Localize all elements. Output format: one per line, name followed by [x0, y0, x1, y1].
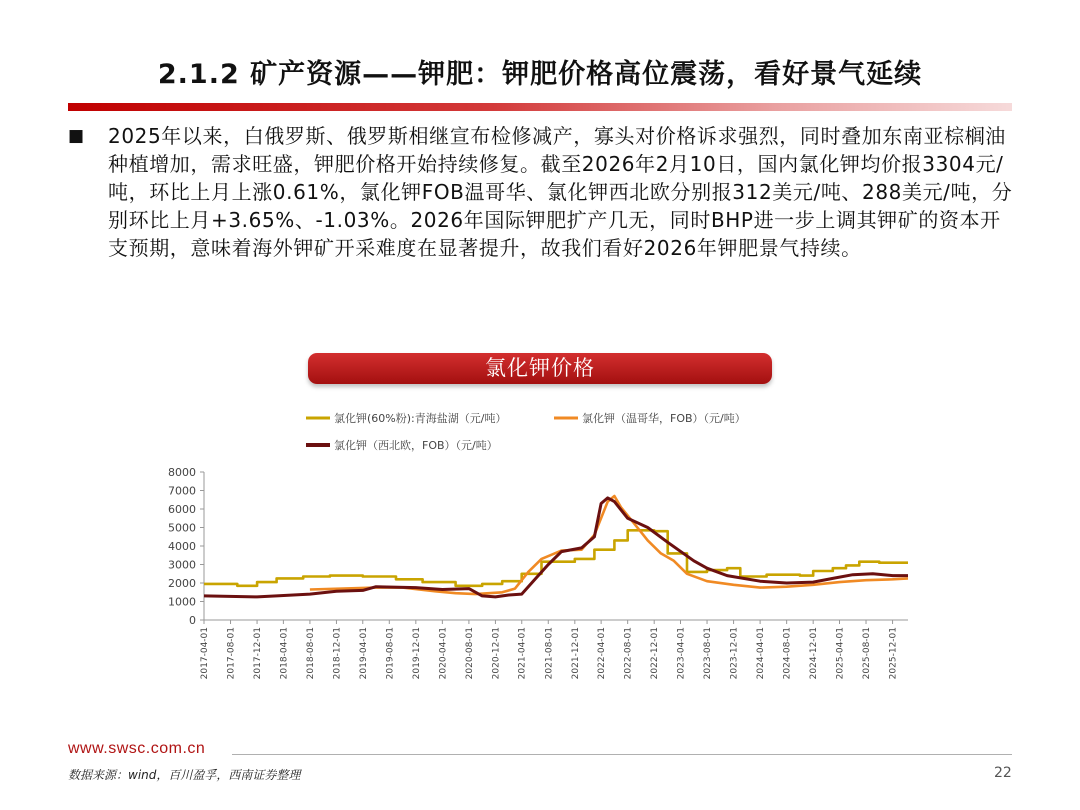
series-line-nw_europe [204, 498, 908, 597]
x-tick-label: 2021-04-01 [517, 627, 528, 680]
x-tick-label: 2022-12-01 [650, 627, 661, 680]
y-tick-label: 3000 [168, 558, 196, 572]
x-tick-label: 2018-08-01 [305, 627, 316, 680]
x-tick-label: 2017-08-01 [226, 627, 237, 680]
chart-panel [150, 396, 928, 703]
x-tick-label: 2024-12-01 [809, 627, 820, 680]
x-tick-label: 2021-12-01 [570, 627, 581, 680]
title-underline-bar [68, 103, 1012, 111]
x-tick-label: 2025-04-01 [835, 627, 846, 680]
x-tick-label: 2023-08-01 [703, 627, 714, 680]
x-tick-label: 2019-08-01 [385, 627, 396, 680]
x-tick-label: 2022-04-01 [597, 627, 608, 680]
y-tick-label: 2000 [168, 577, 196, 590]
x-tick-label: 2022-08-01 [623, 627, 634, 680]
bullet-square-icon: ■ [68, 126, 85, 146]
x-tick-label: 2020-12-01 [491, 627, 502, 680]
x-tick-label: 2020-04-01 [438, 627, 449, 680]
x-tick-label: 2017-12-01 [253, 627, 264, 680]
y-tick-label: 1000 [168, 595, 196, 609]
body-bullet [68, 122, 1013, 262]
legend-label-qinghai: 氯化钾(60%粉):青海盐湖（元/吨） [334, 412, 507, 425]
page-number: 22 [994, 765, 1012, 781]
x-tick-label: 2024-08-01 [782, 627, 793, 680]
chart-title: 氯化钾价格 [308, 353, 772, 384]
bullet-paragraph: 2025年以来，白俄罗斯、俄罗斯相继宣布检修减产，寡头对价格诉求强烈，同时叠加东南亚棕榈油种植增加，需求旺盛，钾肥价格开始持续修复。截至2026年2月10日，国内氯化钾均价报3304元/吨，环比上月上涨0.61%，氯化钾FOB温哥华、氯化钾西北欧分别报312美元/吨、288美元/吨，分别环比上月+3.65%、-1.03%。2026年国际钾肥扩产几无，同时BHP进一步上调其钾矿的资本开支预期，意味着海外钾矿开采难度在显著提升，故我们看好2026年钾肥景气持续。 [108, 124, 1013, 260]
y-tick-label: 8000 [168, 466, 196, 479]
potash-price-chart [150, 396, 928, 703]
footer-divider [232, 754, 1012, 755]
x-tick-label: 2025-12-01 [888, 627, 899, 680]
y-tick-label: 4000 [168, 540, 196, 553]
x-tick-label: 2018-04-01 [279, 627, 290, 680]
legend-label-nw_europe: 氯化钾（西北欧，FOB）（元/吨） [334, 439, 498, 452]
legend-label-vancouver: 氯化钾（温哥华，FOB）（元/吨） [582, 412, 746, 425]
y-tick-label: 0 [189, 614, 196, 627]
x-tick-label: 2018-12-01 [332, 627, 343, 680]
x-tick-label: 2024-04-01 [756, 627, 767, 680]
page-title: 2.1.2 矿产资源——钾肥：钾肥价格高位震荡，看好景气延续 [157, 59, 923, 90]
x-tick-label: 2025-08-01 [862, 627, 873, 680]
x-tick-label: 2019-04-01 [358, 627, 369, 680]
website-url: www.swsc.com.cn [68, 740, 206, 757]
x-tick-label: 2020-08-01 [464, 627, 475, 680]
x-tick-label: 2021-08-01 [544, 627, 555, 680]
x-tick-label: 2023-04-01 [676, 627, 687, 680]
x-tick-label: 2023-12-01 [729, 627, 740, 680]
data-source-note: 数据来源：wind，百川盈孚，西南证券整理 [68, 768, 301, 782]
x-tick-label: 2017-04-01 [200, 627, 210, 680]
y-tick-label: 5000 [168, 521, 196, 535]
x-tick-label: 2019-12-01 [411, 627, 422, 680]
y-tick-label: 6000 [168, 503, 196, 516]
y-tick-label: 7000 [168, 484, 196, 498]
